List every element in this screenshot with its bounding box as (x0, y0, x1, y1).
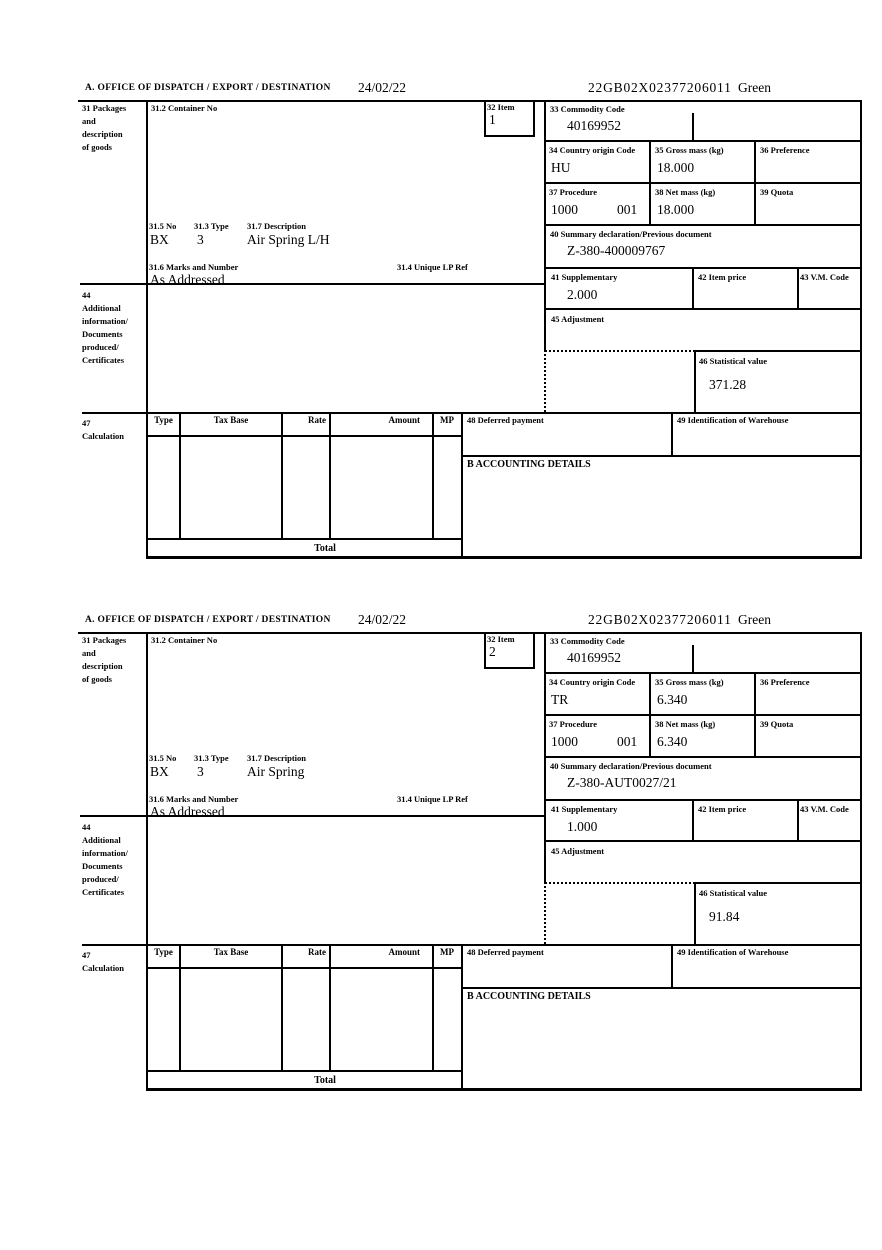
grid-line (78, 100, 862, 102)
box31-label-line: 31 Packages (82, 635, 127, 645)
pkg-type-label: 31.3 Type (194, 753, 229, 763)
goods-description-value: Air Spring (247, 764, 305, 779)
pkg-type-value: 3 (197, 764, 204, 779)
routing-status: Green (738, 612, 771, 627)
procedure-value-2: 001 (617, 202, 638, 217)
statistical-value-label: 46 Statistical value (699, 356, 767, 366)
commodity-code-label: 33 Commodity Code (550, 104, 625, 114)
supplementary-value: 1.000 (567, 819, 598, 834)
grid-line (461, 455, 862, 457)
quota-label: 39 Quota (760, 187, 794, 197)
pkg-description-label: 31.7 Description (247, 753, 307, 763)
pkg-no-label: 31.5 No (149, 753, 177, 763)
pkg-type-label: 31.3 Type (194, 221, 229, 231)
grid-line (797, 799, 799, 840)
grid-line (146, 1088, 862, 1091)
grid-line (545, 350, 695, 352)
grid-line (146, 100, 148, 558)
box44-label-line: information/ (82, 316, 128, 326)
deferred-payment-label: 48 Deferred payment (467, 947, 544, 957)
grid-line (544, 882, 546, 944)
calc-col-tax-base: Tax Base (213, 947, 249, 957)
gross-mass-value: 18.000 (657, 160, 695, 175)
previous-document-label: 40 Summary declaration/Previous document (550, 761, 712, 771)
box47-label-line: Calculation (82, 431, 125, 441)
item-price-label: 42 Item price (698, 272, 747, 282)
grid-line (692, 799, 694, 840)
marks-value: As Addressed (150, 272, 225, 287)
accounting-details-label: B ACCOUNTING DETAILS (467, 459, 591, 470)
net-mass-label: 38 Net mass (kg) (655, 187, 716, 197)
preference-label: 36 Preference (760, 677, 810, 687)
box31-label-line: description (82, 129, 123, 139)
box44-label-line: 44 (82, 822, 91, 832)
gross-mass-value: 6.340 (657, 692, 688, 707)
grid-line (649, 672, 651, 756)
box44-label-line: Documents (82, 329, 123, 339)
grid-line (146, 967, 462, 969)
statistical-value: 91.84 (709, 909, 740, 924)
grid-line (545, 672, 862, 674)
gross-mass-label: 35 Gross mass (kg) (655, 145, 724, 155)
unique-lp-ref-label: 31.4 Unique LP Ref (397, 794, 468, 804)
procedure-label: 37 Procedure (549, 719, 598, 729)
grid-line (545, 882, 695, 884)
total-label: Total (314, 1075, 336, 1086)
grid-line (545, 224, 862, 226)
mrn-value: 22GB02X02377206011 (588, 80, 732, 95)
container-no-label: 31.2 Container No (151, 635, 218, 645)
grid-line (82, 944, 862, 946)
grid-line (860, 632, 862, 1090)
grid-line (694, 350, 862, 352)
gross-mass-label: 35 Gross mass (kg) (655, 677, 724, 687)
vm-code-label: 43 V.M. Code (800, 272, 849, 282)
supplementary-label: 41 Supplementary (551, 272, 618, 282)
warehouse-label: 49 Identification of Warehouse (677, 947, 789, 957)
box47-label-line: 47 (82, 950, 91, 960)
vm-code-label: 43 V.M. Code (800, 804, 849, 814)
grid-line (146, 538, 462, 540)
country-origin-label: 34 Country origin Code (549, 677, 636, 687)
previous-document-label: 40 Summary declaration/Previous document (550, 229, 712, 239)
box47-label-line: 47 (82, 418, 91, 428)
box44-label-line: 44 (82, 290, 91, 300)
calc-col-amount: Amount (388, 415, 420, 425)
grid-line (754, 672, 756, 756)
deferred-payment-label: 48 Deferred payment (467, 415, 544, 425)
grid-line (461, 412, 463, 558)
net-mass-label: 38 Net mass (kg) (655, 719, 716, 729)
statistical-value-label: 46 Statistical value (699, 888, 767, 898)
declaration-item-section (0, 82, 882, 614)
calc-col-rate: Rate (308, 947, 326, 957)
grid-line (329, 944, 331, 1070)
grid-line (694, 882, 862, 884)
marks-label: 31.6 Marks and Number (149, 262, 239, 272)
box44-label-line: Additional (82, 303, 121, 313)
grid-line (146, 632, 148, 1090)
net-mass-value: 6.340 (657, 734, 688, 749)
item-price-label: 42 Item price (698, 804, 747, 814)
pkg-description-label: 31.7 Description (247, 221, 307, 231)
procedure-label: 37 Procedure (549, 187, 598, 197)
grid-line (545, 840, 862, 842)
mrn-value: 22GB02X02377206011 (588, 612, 732, 627)
grid-line (179, 944, 181, 1070)
grid-line (545, 799, 862, 801)
grid-line (179, 412, 181, 538)
box44-label-line: Certificates (82, 887, 125, 897)
pkg-no-value: BX (150, 764, 169, 779)
calc-col-type: Type (154, 947, 173, 957)
grid-line (545, 756, 862, 758)
marks-label: 31.6 Marks and Number (149, 794, 239, 804)
unique-lp-ref-label: 31.4 Unique LP Ref (397, 262, 468, 272)
grid-line (545, 308, 862, 310)
procedure-value-1: 1000 (551, 202, 578, 217)
quota-label: 39 Quota (760, 719, 794, 729)
grid-line (78, 632, 862, 634)
grid-line (671, 944, 673, 987)
container-no-label: 31.2 Container No (151, 103, 218, 113)
grid-line (146, 435, 462, 437)
grid-line (671, 412, 673, 455)
commodity-code-value: 40169952 (567, 650, 621, 665)
calc-col-tax-base: Tax Base (213, 415, 249, 425)
preference-label: 36 Preference (760, 145, 810, 155)
grid-line (545, 267, 862, 269)
total-label: Total (314, 543, 336, 554)
item-box-label: 32 Item (487, 634, 515, 644)
box31-label-line: description (82, 661, 123, 671)
grid-line (545, 182, 862, 184)
goods-description-value: Air Spring L/H (247, 232, 330, 247)
item-box-label: 32 Item (487, 102, 515, 112)
grid-line (146, 1070, 462, 1072)
grid-line (329, 412, 331, 538)
grid-line (432, 944, 434, 1070)
box31-label-line: 31 Packages (82, 103, 127, 113)
grid-line (545, 140, 862, 142)
grid-line (860, 100, 862, 558)
country-origin-value: HU (551, 160, 571, 175)
grid-line (754, 140, 756, 224)
grid-line (692, 645, 694, 672)
grid-line (281, 944, 283, 1070)
grid-line (692, 267, 694, 308)
box31-label-line: of goods (82, 674, 112, 684)
grid-line (82, 412, 862, 414)
grid-line (649, 140, 651, 224)
grid-line (281, 412, 283, 538)
procedure-value-2: 001 (617, 734, 638, 749)
calc-col-rate: Rate (308, 415, 326, 425)
box31-label-line: and (82, 648, 96, 658)
adjustment-label: 45 Adjustment (551, 314, 605, 324)
commodity-code-value: 40169952 (567, 118, 621, 133)
item-number-value: 1 (489, 112, 496, 127)
net-mass-value: 18.000 (657, 202, 695, 217)
routing-status: Green (738, 80, 771, 95)
previous-document-value: Z-380-AUT0027/21 (567, 775, 677, 790)
commodity-code-label: 33 Commodity Code (550, 636, 625, 646)
box44-label-line: Certificates (82, 355, 125, 365)
grid-line (432, 412, 434, 538)
previous-document-value: Z-380-400009767 (567, 243, 666, 258)
pkg-no-label: 31.5 No (149, 221, 177, 231)
calc-col-mp: MP (440, 947, 454, 957)
pkg-no-value: BX (150, 232, 169, 247)
grid-line (694, 350, 696, 412)
declaration-date: 24/02/22 (358, 80, 407, 95)
box44-label-line: Additional (82, 835, 121, 845)
office-of-dispatch-label: A. OFFICE OF DISPATCH / EXPORT / DESTINATION (85, 83, 331, 93)
grid-line (694, 882, 696, 944)
box44-label-line: produced/ (82, 874, 119, 884)
country-origin-label: 34 Country origin Code (549, 145, 636, 155)
accounting-details-label: B ACCOUNTING DETAILS (467, 991, 591, 1002)
marks-value: As Addressed (150, 804, 225, 819)
warehouse-label: 49 Identification of Warehouse (677, 415, 789, 425)
box31-label-line: and (82, 116, 96, 126)
calc-col-type: Type (154, 415, 173, 425)
calc-col-amount: Amount (388, 947, 420, 957)
box47-label-line: Calculation (82, 963, 125, 973)
box44-label-line: Documents (82, 861, 123, 871)
declaration-date: 24/02/22 (358, 612, 407, 627)
office-of-dispatch-label: A. OFFICE OF DISPATCH / EXPORT / DESTINATION (85, 615, 331, 625)
grid-line (545, 714, 862, 716)
grid-line (461, 987, 862, 989)
grid-line (692, 113, 694, 140)
supplementary-label: 41 Supplementary (551, 804, 618, 814)
grid-line (461, 944, 463, 1090)
box31-label-line: of goods (82, 142, 112, 152)
item-number-value: 2 (489, 644, 496, 659)
box44-label-line: information/ (82, 848, 128, 858)
country-origin-value: TR (551, 692, 569, 707)
grid-line (544, 350, 546, 412)
procedure-value-1: 1000 (551, 734, 578, 749)
adjustment-label: 45 Adjustment (551, 846, 605, 856)
grid-line (797, 267, 799, 308)
statistical-value: 371.28 (709, 377, 747, 392)
declaration-item-section (0, 614, 882, 1146)
calc-col-mp: MP (440, 415, 454, 425)
box44-label-line: produced/ (82, 342, 119, 352)
supplementary-value: 2.000 (567, 287, 598, 302)
grid-line (146, 556, 862, 559)
pkg-type-value: 3 (197, 232, 204, 247)
